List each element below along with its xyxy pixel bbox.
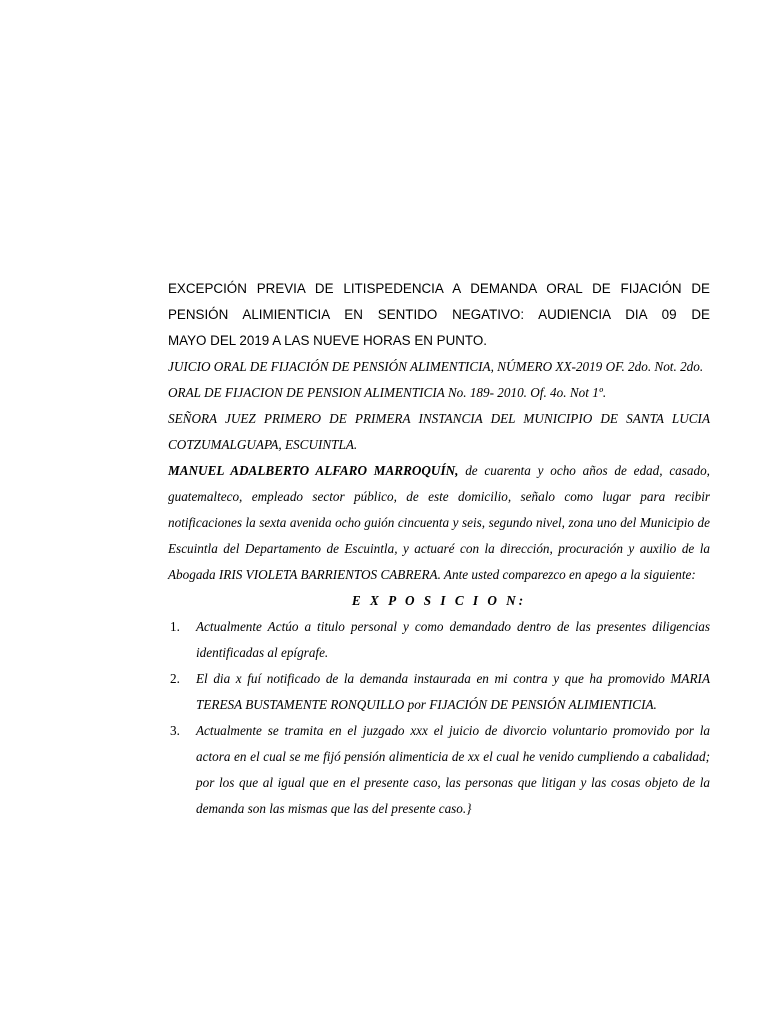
- document-page: [168, 276, 710, 822]
- heading-line-2: PENSIÓN ALIMIENTICIA EN SENTIDO NEGATIVO: AUDIENCIA DIA 09 DE: [168, 307, 710, 322]
- intro-text: de cuarenta y ocho años de edad, casado, guatemalteco, empleado sector público, de este domicilio, señalo como lugar para recibir notificaciones la sexta avenida ocho guión cincuenta y seis, segundo nivel, zona uno del Municipio de Escuintla del Departamento de Escuintla, y actuaré con la dirección, procuración y auxilio de la Abogada IRIS VIOLETA BARRIENTOS CABRERA. Ante usted comparezco en apego a la siguiente:: [168, 463, 710, 582]
- heading-line-3: MAYO DEL 2019 A LAS NUEVE HORAS EN PUNTO.: [168, 333, 488, 348]
- list-item-text: Actualmente se tramita en el juzgado xxx el juicio de divorcio voluntario promovido por la actora en el cual se me fijó pensión alimenticia de xx el cual he venido cumpliendo a cabalidad; por los que al igual que en el presente caso, las personas que litigan y las cosas objeto de la demanda son las mismas que las del presente caso.}: [196, 723, 710, 816]
- list-item-number: 3.: [170, 723, 180, 738]
- case-reference-2: ORAL DE FIJACION DE PENSION ALIMENTICIA No. 189- 2010. Of. 4o. Not 1º.: [168, 385, 607, 400]
- intro-paragraph: [168, 458, 710, 588]
- list-item: [168, 666, 710, 718]
- list-item: [168, 718, 710, 822]
- case-reference-1: JUICIO ORAL DE FIJACIÓN DE PENSIÓN ALIMENTICIA, NÚMERO XX-2019 OF. 2do. Not. 2do.: [168, 359, 704, 374]
- document-heading: [168, 276, 710, 354]
- exposition-list: [168, 614, 710, 822]
- list-item-text: Actualmente Actúo a titulo personal y como demandado dentro de las presentes diligencias identificadas al epígrafe.: [196, 619, 710, 660]
- addressee: SEÑORA JUEZ PRIMERO DE PRIMERA INSTANCIA DEL MUNICIPIO DE SANTA LUCIA COTZUMALGUAPA, ESCUINTLA.: [168, 411, 710, 452]
- list-item-number: 2.: [170, 671, 180, 686]
- list-item: [168, 614, 710, 666]
- heading-line-1: EXCEPCIÓN PREVIA DE LITISPEDENCIA A DEMANDA ORAL DE FIJACIÓN DE: [168, 281, 710, 296]
- section-title: E X P O S I C I O N:: [351, 593, 527, 608]
- list-item-text: El dia x fuí notificado de la demanda instaurada en mi contra y que ha promovido MARIA TERESA BUSTAMENTE RONQUILLO por FIJACIÓN DE PENSIÓN ALIMIENTICIA.: [196, 671, 710, 712]
- petitioner-name: MANUEL ADALBERTO ALFARO MARROQUÍN,: [168, 463, 459, 478]
- list-item-number: 1.: [170, 619, 180, 634]
